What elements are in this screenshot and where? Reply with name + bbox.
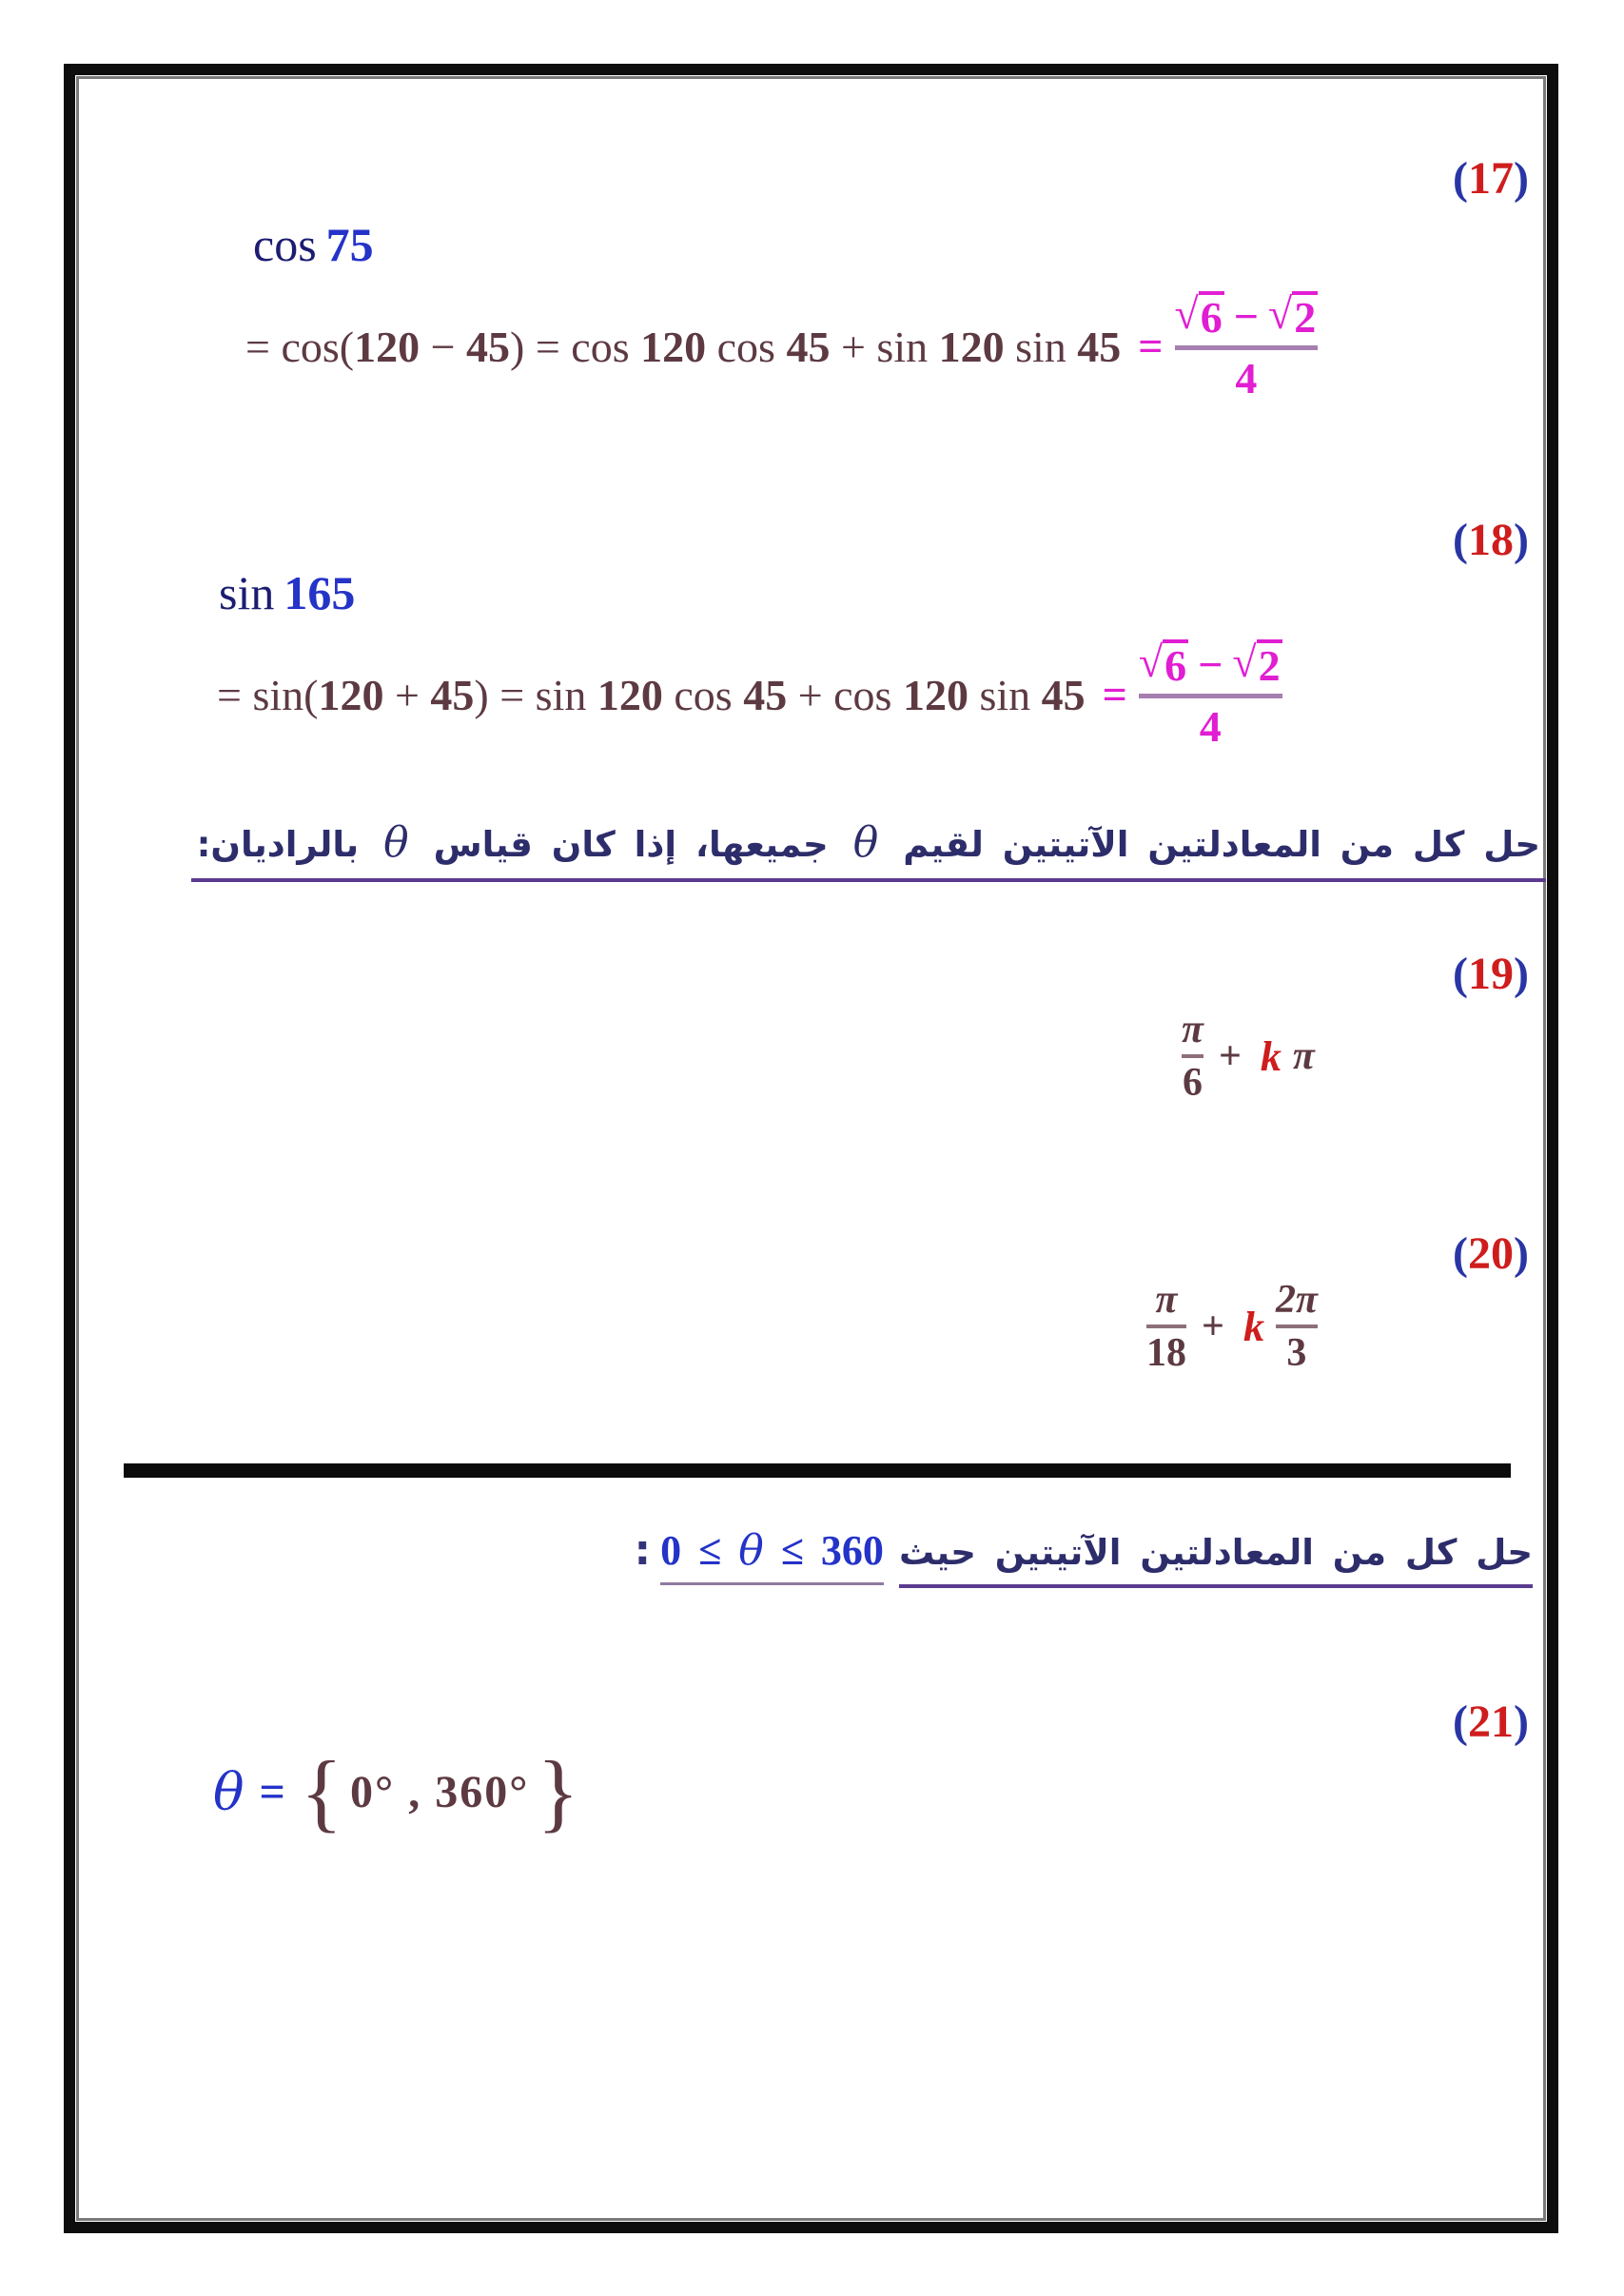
fraction-2pi-over-3: [1276, 1279, 1318, 1374]
fraction-numerator: π: [1182, 1008, 1203, 1051]
theta-symbol: θ: [738, 1526, 764, 1575]
range-lower: 0 ≤: [660, 1527, 722, 1574]
pi-symbol: π: [1292, 1034, 1315, 1079]
range-upper: ≤ 360: [780, 1527, 884, 1574]
paren-close: ): [1514, 1697, 1529, 1747]
question-19-digits: 19: [1468, 949, 1515, 999]
answer-19-expression: [1182, 1009, 1315, 1104]
heading-degree-text: حل كل من المعادلتين الآتيتين حيث: [899, 1532, 1533, 1588]
paren-open: (: [1453, 153, 1469, 204]
solution-18: [217, 624, 1282, 765]
fraction-denominator: 4: [1199, 701, 1222, 751]
minus-sign: −: [1233, 291, 1259, 341]
paren-open: (: [1453, 1228, 1469, 1279]
question-number-20: [1396, 1227, 1529, 1280]
paren-close: ): [1514, 515, 1529, 565]
paren-close: ): [1514, 949, 1529, 999]
fraction-numerator: π: [1155, 1278, 1178, 1322]
plus-sign: +: [1202, 1305, 1224, 1349]
radicand-6: 6: [1164, 640, 1187, 690]
plus-sign: +: [1218, 1034, 1242, 1079]
brace-open: {: [300, 1743, 343, 1840]
fraction-pi-over-6: [1182, 1009, 1203, 1104]
radicand-2: 2: [1258, 640, 1281, 690]
fraction-denominator: 4: [1235, 353, 1258, 402]
brace-close: }: [537, 1743, 579, 1840]
radicand-2: 2: [1294, 292, 1317, 342]
question-21-digits: 21: [1468, 1697, 1515, 1747]
question-number-21: [1396, 1696, 1529, 1748]
paren-close: ): [1514, 153, 1529, 204]
solution-17-result: [1126, 288, 1318, 402]
fraction-bar: [1276, 1325, 1318, 1328]
paren-open: (: [1453, 949, 1469, 999]
solution-18-result: [1091, 639, 1282, 750]
question-number-18: [1396, 514, 1529, 566]
answer-21-expression: [213, 1743, 579, 1840]
result-fraction: [1139, 639, 1282, 750]
heading-radian-text-1: حل كل من المعادلتين الآتيتين لقيم: [903, 824, 1540, 865]
sqrt-icon: √: [1138, 637, 1164, 686]
question-18-digits: 18: [1468, 515, 1515, 565]
fraction-pi-over-18: [1146, 1279, 1186, 1374]
sin-function: sin: [219, 566, 275, 619]
heading-solve-in-degrees: [635, 1526, 1538, 1588]
solution-18-steps: = sin(120 + 45) = sin 120 cos 45 + cos 120 sin 45: [217, 670, 1086, 719]
expression-sin165: [219, 565, 355, 620]
fraction-denominator: 6: [1182, 1061, 1203, 1106]
fraction-denominator: 3: [1286, 1331, 1307, 1376]
heading-radian-text-2: جميعها، إذا كان قياس: [433, 824, 829, 865]
cos-function: cos: [253, 218, 317, 271]
fraction-bar: [1182, 1054, 1203, 1058]
solution-set-values: 0° , 360°: [350, 1767, 530, 1818]
theta-symbol: θ: [834, 818, 898, 867]
fraction-bar: [1139, 694, 1282, 698]
fraction-numerator: [1174, 288, 1319, 342]
paren-open: (: [1453, 515, 1469, 565]
equals-sign: =: [1102, 670, 1127, 719]
equals-sign: =: [1138, 322, 1164, 371]
heading-solve-in-radians: [191, 818, 1546, 882]
theta-symbol: θ: [213, 1762, 245, 1823]
section-divider-line: [124, 1463, 1511, 1478]
question-number-19: [1396, 948, 1529, 1000]
sqrt-icon: √: [1174, 288, 1199, 338]
sqrt-icon: √: [1232, 637, 1257, 686]
fraction-numerator: [1139, 639, 1282, 690]
paren-open: (: [1453, 1697, 1469, 1747]
k-variable: k: [1260, 1032, 1282, 1080]
fraction-bar: [1175, 345, 1319, 350]
sqrt-icon: √: [1267, 288, 1293, 338]
fraction-numerator: 2π: [1275, 1278, 1318, 1322]
solution-17: [245, 276, 1318, 417]
result-fraction: [1174, 288, 1319, 402]
minus-sign: −: [1198, 639, 1223, 689]
theta-symbol: θ: [364, 818, 428, 867]
expression-cos75: [253, 217, 374, 272]
fraction-denominator: 18: [1146, 1331, 1186, 1376]
question-number-17: [1396, 152, 1529, 205]
heading-radian-text-3: بالراديان:: [196, 824, 360, 865]
solution-17-steps: = cos(120 − 45) = cos 120 cos 45 + sin 120 sin 45: [245, 322, 1122, 371]
sin-argument: 165: [284, 566, 356, 619]
cos-argument: 75: [325, 218, 374, 271]
theta-range-condition: [660, 1526, 884, 1585]
paren-close: ): [1514, 1228, 1529, 1279]
heading-colon: :: [634, 1526, 652, 1575]
equals-sign: =: [259, 1767, 285, 1818]
k-variable: k: [1242, 1303, 1264, 1350]
question-17-digits: 17: [1468, 153, 1515, 204]
answer-20-expression: [1146, 1279, 1318, 1374]
question-20-digits: 20: [1468, 1228, 1515, 1279]
radicand-6: 6: [1200, 292, 1223, 342]
fraction-bar: [1146, 1325, 1186, 1328]
